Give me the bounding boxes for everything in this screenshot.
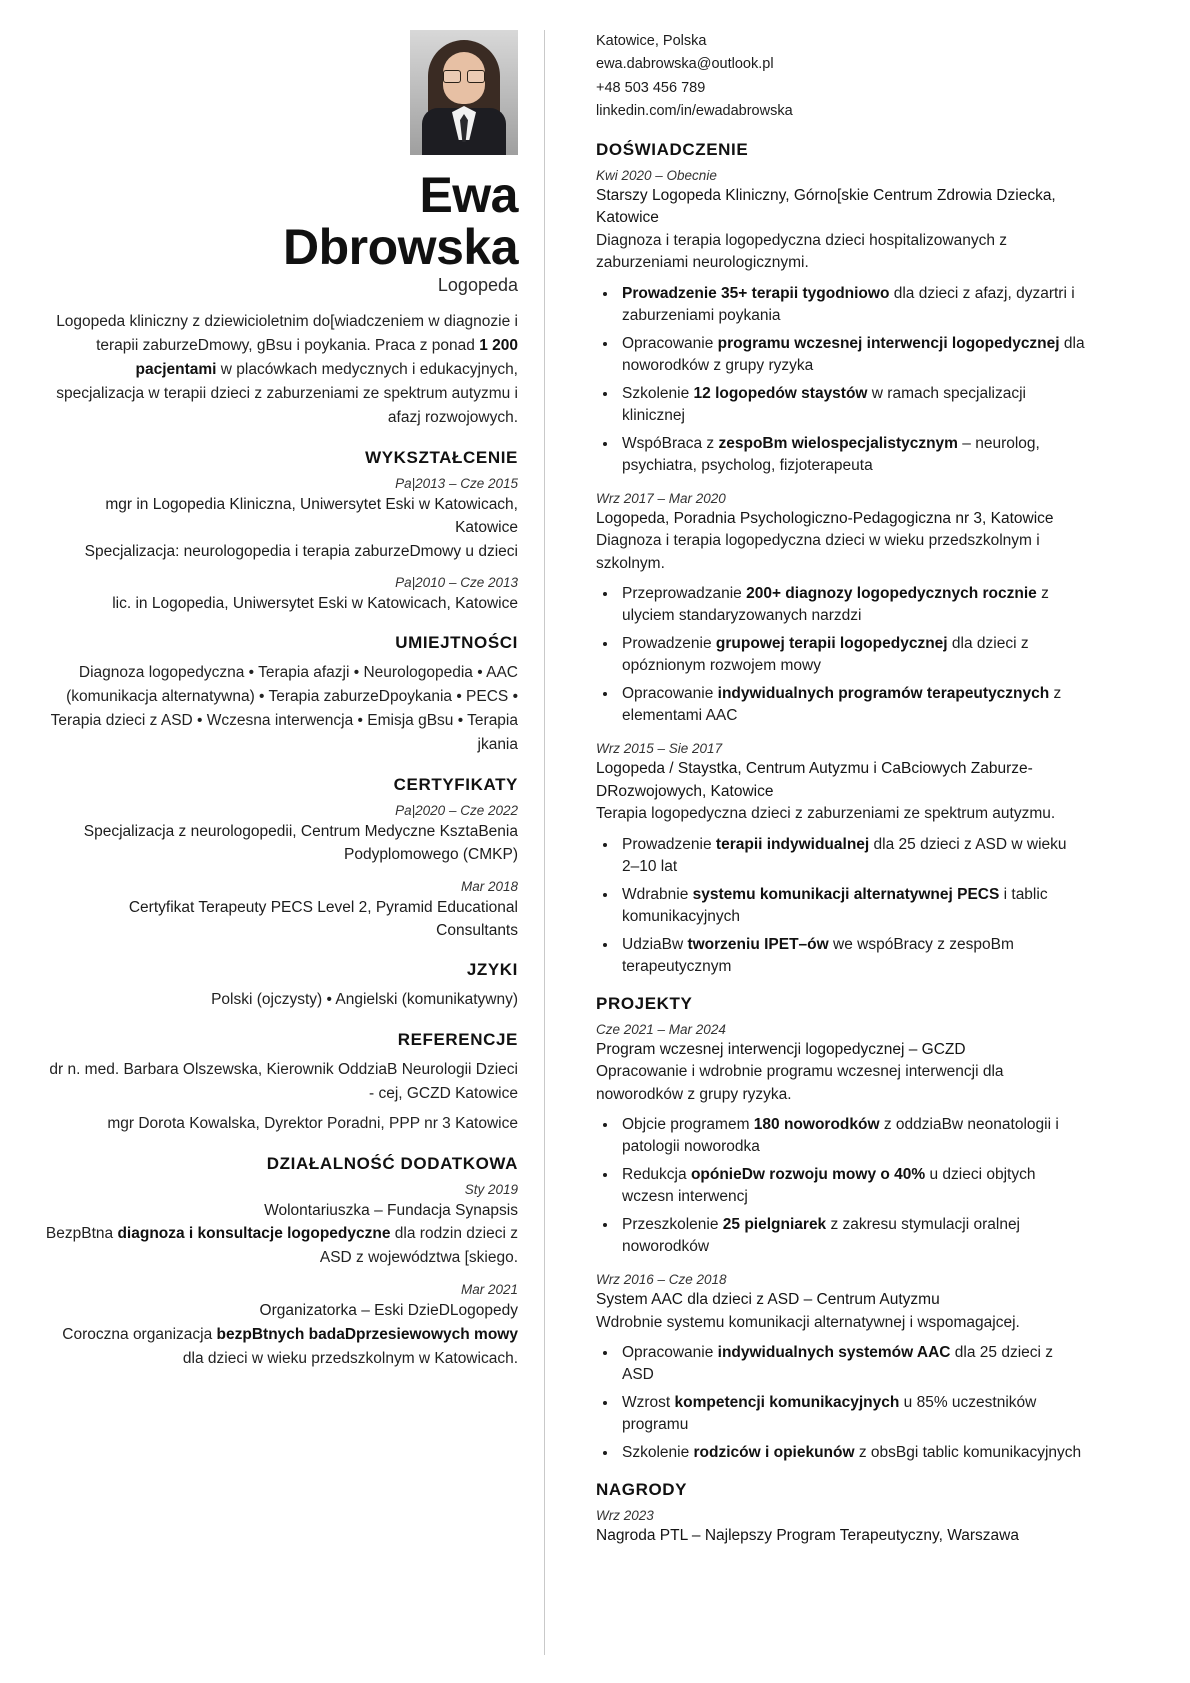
experience-desc: Diagnoza i terapia logopedyczna dzieci hospitalizowanych z zaburzeniami neurologicznymi. xyxy=(596,231,1007,272)
certificate-item xyxy=(44,803,518,867)
extra-activity-date: Sty 2019 xyxy=(464,1182,518,1198)
experience-date: Wrz 2017 – Mar 2020 xyxy=(596,490,726,506)
profile-summary: Logopeda kliniczny z dziewicioletnim do[wiadczeniem w diagnozie i terapii zaburzeDmowy, gBsu i poykania. Praca z ponad 1 200 pacjentami w placówkach medycznych i edukacyjnych, specjalizacja w terapii dzieci z zaburzeniami ze spektrum autyzmu i afazj rozwojowych. xyxy=(56,313,518,427)
experience-title: Starszy Logopeda Kliniczny, Górno[skie Centrum Zdrowia Dziecka, Katowice xyxy=(596,186,1056,227)
contact-email[interactable]: ewa.dabrowska@outlook.pl xyxy=(596,56,774,73)
section-title-references: REFERENCJE xyxy=(397,1030,518,1050)
certificate-name: Certyfikat Terapeuty PECS Level 2, Pyramid Educational Consultants xyxy=(128,898,518,939)
list-item: • Szkolenie rodziców i opiekunów z obsBgi tablic komunikacyjnych xyxy=(618,1442,1088,1464)
experience-desc: Diagnoza i terapia logopedyczna dzieci w wieku przedszkolnym i szkolnym. xyxy=(596,532,1040,572)
list-item: • Objcie programem 180 noworodków z oddziaBw neonatologii i patologii noworodka xyxy=(618,1114,1088,1158)
reference-item: mgr Dorota Kowalska, Dyrektor Poradni, PPP nr 3 Katowice xyxy=(107,1115,518,1133)
section-title-awards: NAGRODY xyxy=(596,1479,688,1499)
list-item: • UdziaBw tworzeniu IPET–ów we wspóBracy z zespoBm terapeutycznym xyxy=(618,934,1088,978)
column-divider xyxy=(544,30,545,1655)
list-item: • Opracowanie indywidualnych systemów AAC dla 25 dzieci z ASD xyxy=(618,1342,1088,1386)
project-date: Cze 2021 – Mar 2024 xyxy=(596,1021,726,1037)
languages-list: Polski (ojczysty) • Angielski (komunikatywny) xyxy=(211,991,518,1009)
section-title-extra-activity: DZIAŁALNOŚĆ DODATKOWA xyxy=(266,1154,518,1174)
list-item: • Prowadzenie terapii indywidualnej dla 25 dzieci z ASD w wieku 2–10 lat xyxy=(618,834,1088,878)
project-item xyxy=(596,1272,1088,1464)
project-bullets xyxy=(596,1342,1088,1464)
extra-activity-item xyxy=(44,1182,518,1270)
experience-title: Logopeda, Poradnia Psychologiczno-Pedagogiczna nr 3, Katowice xyxy=(596,509,1054,527)
education-detail: Specjalizacja: neurologopedia i terapia zaburzeDmowy u dzieci xyxy=(84,542,518,560)
job-role: Logopeda xyxy=(437,275,518,295)
certificate-date: Pa|2020 – Cze 2022 xyxy=(395,803,518,819)
list-item: • Wzrost kompetencji komunikacyjnych u 85% uczestników programu xyxy=(618,1392,1088,1436)
list-item: • Wdrabnie systemu komunikacji alternatywnej PECS i tablic komunikacyjnych xyxy=(618,884,1088,928)
section-title-education: WYKSZTAŁCENIE xyxy=(365,448,518,468)
education-date: Pa|2013 – Cze 2015 xyxy=(395,476,518,492)
list-item: • WspóBraca z zespoBm wielospecjalistycznym – neurolog, psychiatra, psycholog, fizjoterapeuta xyxy=(618,433,1088,477)
experience-item xyxy=(596,741,1088,977)
award-item xyxy=(596,1508,1088,1547)
page-title xyxy=(44,169,518,273)
project-title: Program wczesnej interwencji logopedycznej – GCZD xyxy=(596,1040,966,1058)
education-degree: lic. in Logopedia, Uniwersytet Eski w Katowicach, Katowice xyxy=(112,594,518,612)
section-title-certificates: CERTYFIKATY xyxy=(393,775,518,795)
award-date: Wrz 2023 xyxy=(596,1507,654,1523)
award-title: Nagroda PTL – Najlepszy Program Terapeutyczny, Warszawa xyxy=(596,1526,1019,1544)
certificate-date: Mar 2018 xyxy=(460,878,518,894)
last-name: Dbrowska xyxy=(283,219,518,275)
list-item: • Szkolenie 12 logopedów staystów w ramach specjalizacji klinicznej xyxy=(618,383,1088,427)
section-title-languages: JZYKI xyxy=(466,960,518,980)
list-item: • Opracowanie indywidualnych programów terapeutycznych z elementami AAC xyxy=(618,683,1088,727)
list-item: • Prowadzenie 35+ terapii tygodniowo dla dzieci z afazj, dyzartri i zaburzeniami poykania xyxy=(618,283,1088,327)
education-date: Pa|2010 – Cze 2013 xyxy=(395,574,518,590)
list-item: • Przeprowadzanie 200+ diagnozy logopedycznych rocznie z ulyciem standaryzowanych narzdzi xyxy=(618,583,1088,627)
extra-activity-role: Wolontariuszka – Fundacja Synapsis xyxy=(264,1202,518,1220)
contact-linkedin[interactable]: linkedin.com/in/ewadabrowska xyxy=(596,103,793,120)
experience-bullets xyxy=(596,283,1088,477)
contact-phone[interactable]: +48 503 456 789 xyxy=(596,79,706,96)
section-title-skills: UMIEJTNOŚCI xyxy=(395,633,518,653)
experience-bullets xyxy=(596,834,1088,978)
project-item xyxy=(596,1022,1088,1258)
education-item xyxy=(44,575,518,615)
extra-activity-desc: Coroczna organizacja bezpBtnych badaDprzesiewowych mowy dla dzieci w wieku przedszkolnym w Katowicach. xyxy=(62,1325,518,1367)
left-column xyxy=(44,30,544,1683)
right-column xyxy=(568,30,1088,1683)
photo-container xyxy=(44,30,518,155)
certificate-item xyxy=(44,879,518,943)
list-item: • Prowadzenie grupowej terapii logopedycznej dla dzieci z opóznionym rozwojem mowy xyxy=(618,633,1088,677)
list-item: • Redukcja opónieDw rozwoju mowy o 40% u dzieci objtych wczesn interwencj xyxy=(618,1164,1088,1208)
list-item: • Opracowanie programu wczesnej interwencji logopedycznej dla noworodków z grupy ryzyka xyxy=(618,333,1088,377)
skills-list: Diagnoza logopedyczna • Terapia afazji • Neurologopedia • AAC (komunikacja alternatywna) • Terapia zaburzeDpoykania • PECS • Terapia dzieci z ASD • Wczesna interwencja • Emisja gBsu • Terapia jkania xyxy=(50,664,518,754)
project-title: System AAC dla dzieci z ASD – Centrum Autyzmu xyxy=(596,1291,940,1309)
education-item xyxy=(44,476,518,563)
section-title-experience: DOŚWIADCZENIE xyxy=(596,139,749,159)
extra-activity-item xyxy=(44,1282,518,1370)
reference-item: dr n. med. Barbara Olszewska, Kierownik OddziaB Neurologii Dzieci - cej, GCZD Katowice xyxy=(49,1061,518,1103)
extra-activity-desc: BezpBtna diagnoza i konsultacje logopedyczne dla rodzin dzieci z ASD z województwa [skiego. xyxy=(45,1225,518,1267)
contact-location: Katowice, Polska xyxy=(596,33,707,49)
experience-desc: Terapia logopedyczna dzieci z zaburzeniami ze spektrum autyzmu. xyxy=(596,805,1056,823)
experience-date: Kwi 2020 – Obecnie xyxy=(596,167,717,183)
project-desc: Opracowanie i wdrobnie programu wczesnej interwencji dla noworodków z grupy ryzyka. xyxy=(596,1063,1004,1103)
experience-bullets xyxy=(596,583,1088,727)
experience-date: Wrz 2015 – Sie 2017 xyxy=(596,741,723,757)
section-title-projects: PROJEKTY xyxy=(596,993,693,1013)
certificate-name: Specjalizacja z neurologopedii, Centrum Medyczne KsztaBenia Podyplomowego (CMKP) xyxy=(83,823,518,864)
experience-title: Logopeda / Staystka, Centrum Autyzmu i CaBciowych Zaburze- DRozwojowych, Katowice xyxy=(596,760,1033,800)
list-item: • Przeszkolenie 25 pielgniarek z zakresu stymulacji oralnej noworodków xyxy=(618,1214,1088,1258)
education-degree: mgr in Logopedia Kliniczna, Uniwersytet Eski w Katowicach, Katowice xyxy=(105,496,518,537)
first-name: Ewa xyxy=(419,167,518,223)
experience-item xyxy=(596,168,1088,477)
avatar xyxy=(410,30,518,155)
extra-activity-role: Organizatorka – Eski DzieDLogopedy xyxy=(259,1302,518,1320)
project-date: Wrz 2016 – Cze 2018 xyxy=(596,1272,727,1288)
glasses-icon xyxy=(443,70,485,81)
project-desc: Wdrobnie systemu komunikacji alternatywnej i wspomagajcej. xyxy=(596,1313,1020,1331)
project-bullets xyxy=(596,1114,1088,1258)
extra-activity-date: Mar 2021 xyxy=(460,1282,518,1298)
experience-item xyxy=(596,491,1088,727)
